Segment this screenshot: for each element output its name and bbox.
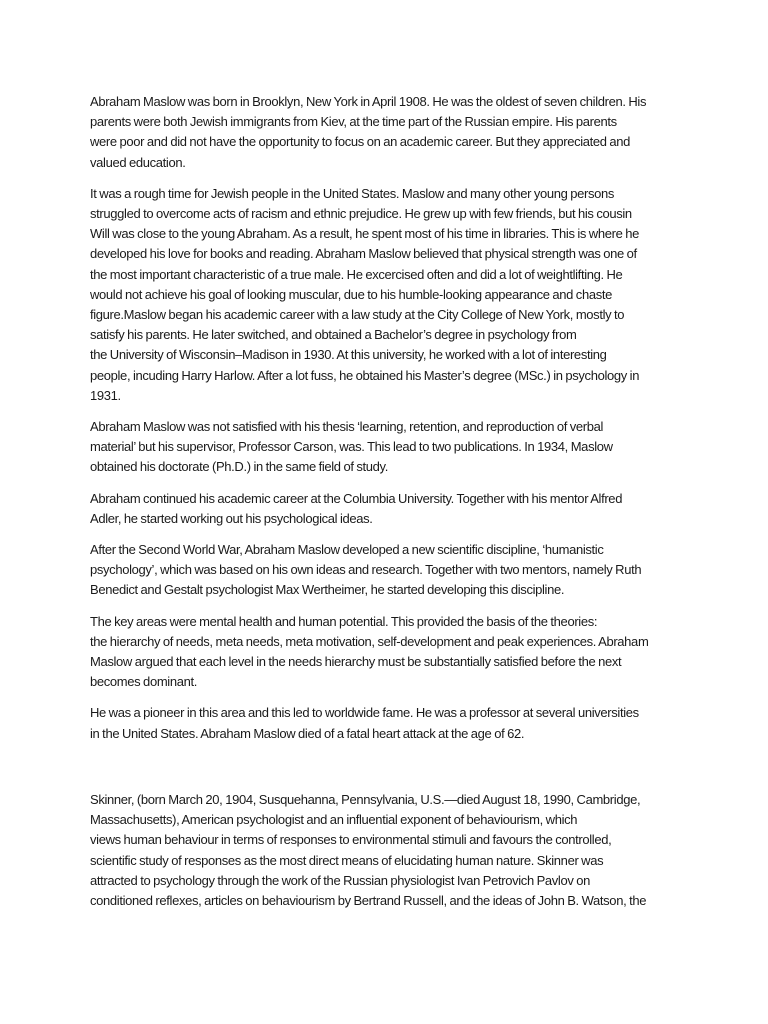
paragraph-maslow-birth: Abraham Maslow was born in Brooklyn, New York in April 1908. He was the oldest of seven children. His parents were both Jewish immigrants from Kiev, at the time part of the Russian empire. His parents were poor and did not have the opportunity to focus on an academic career. But they appreciated and valued education. (90, 94, 647, 170)
paragraph-skinner: Skinner, (born March 20, 1904, Susquehanna, Pennsylvania, U.S.—died August 18, 1990, Cambridge, Massachusetts), American psychologist and an influential exponent of behaviourism, which views human behaviour in terms of responses to environmental stimuli and favours the controlled, scientific study of responses as the most direct means of elucidating human nature. Skinner was attracted to psychology through the work of the Russian physiologist Ivan Petrovich Pavlov on conditioned reflexes, articles on behaviourism by Bertrand Russell, and the ideas of John B. Watson, the (90, 791, 647, 908)
paragraph-maslow-key-areas: The key areas were mental health and human potential. This provided the basis of the theories: the hierarchy of needs, meta needs, meta motivation, self-development and peak experiences. Abraham Maslow argued that each level in the needs hierarchy must be substantially satisfied before the next becomes dominant. (90, 613, 649, 690)
paragraph-maslow-columbia: Abraham continued his academic career at the Columbia University. Together with his mentor Alfred Adler, he started working out his psychological ideas. (90, 490, 623, 526)
section-spacer (90, 755, 680, 790)
paragraph-maslow-thesis: Abraham Maslow was not satisfied with his thesis ‘learning, retention, and reproduction of verbal material’ but his supervisor, Professor Carson, was. This lead to two publications. In 1934, Maslow obtained his doctorate (Ph.D.) in the same field of study. (90, 419, 613, 475)
document-page (90, 92, 680, 911)
paragraph-maslow-legacy: He was a pioneer in this area and this led to worldwide fame. He was a professor at several universities in the United States. Abraham Maslow died of a fatal heart attack at the age of 62. (90, 705, 639, 741)
paragraph-maslow-humanistic: After the Second World War, Abraham Maslow developed a new scientific discipline, ‘humanistic psychology’, which was based on his own ideas and research. Together with two mentors, namely Ruth Benedict and Gestalt psychologist Max Wertheimer, he started developing this discipline. (90, 542, 642, 598)
paragraph-maslow-youth: It was a rough time for Jewish people in the United States. Maslow and many other young persons struggled to overcome acts of racism and ethnic prejudice. He grew up with few friends, but his cousin Will was close to the young Abraham. As a result, he spent most of his time in libraries. This is where he developed his love for books and reading. Abraham Maslow believed that physical strength was one of the most important characteristic of a true male. He excercised often and did a lot of weightlifting. He would not achieve his goal of looking muscular, due to his humble-looking appearance and chaste figure.Maslow began his academic career with a law study at the City College of New York, mostly to satisfy his parents. He later switched, and obtained a Bachelor’s degree in psychology from the University of Wisconsin–Madison in 1930. At this university, he worked with a lot of interesting people, incuding Harry Harlow. After a lot fuss, he obtained his Master’s degree (MSc.) in psychology in 1931. (90, 185, 640, 403)
